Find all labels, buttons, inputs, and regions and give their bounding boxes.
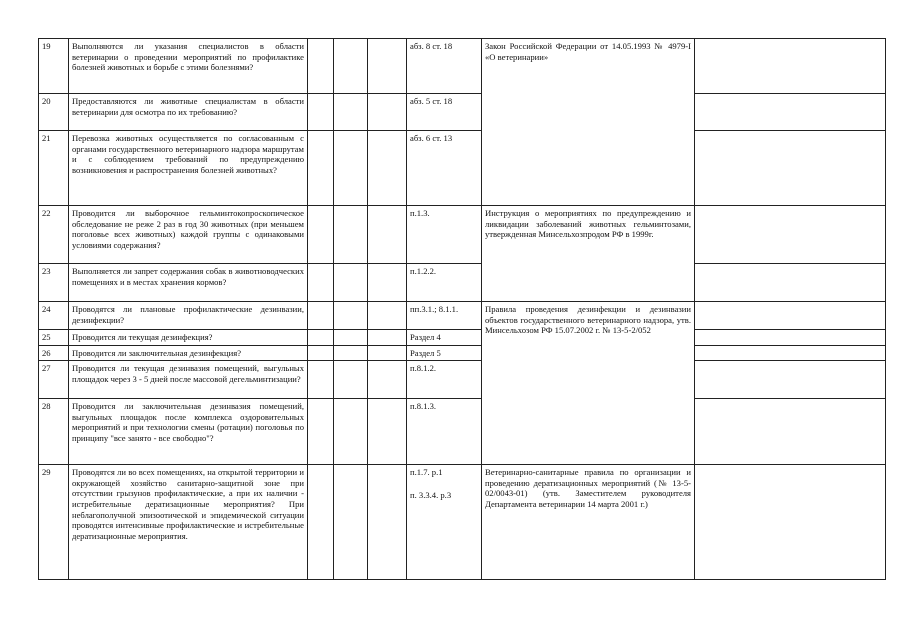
norm-reference: Раздел 5 bbox=[407, 345, 482, 361]
norm-reference: п.8.1.2. bbox=[407, 361, 482, 399]
answer-na-cell[interactable] bbox=[368, 302, 407, 330]
answer-yes-cell[interactable] bbox=[308, 399, 334, 465]
notes-cell[interactable] bbox=[695, 465, 886, 580]
answer-na-cell[interactable] bbox=[368, 345, 407, 361]
question-text: Предоставляются ли животные специалистам в области ветеринарии для осмотра по их требованию? bbox=[69, 94, 308, 131]
answer-no-cell[interactable] bbox=[334, 361, 368, 399]
answer-no-cell[interactable] bbox=[334, 131, 368, 206]
answer-no-cell[interactable] bbox=[334, 465, 368, 580]
question-text: Проводится ли текущая дезинвазия помещений, выгульных площадок через 3 - 5 дней после массовой дегельминтизации? bbox=[69, 361, 308, 399]
row-number: 29 bbox=[39, 465, 69, 580]
answer-no-cell[interactable] bbox=[334, 94, 368, 131]
table-row bbox=[39, 330, 886, 346]
notes-cell[interactable] bbox=[695, 131, 886, 206]
answer-no-cell[interactable] bbox=[334, 39, 368, 94]
row-number: 20 bbox=[39, 94, 69, 131]
answer-na-cell[interactable] bbox=[368, 39, 407, 94]
question-text: Проводится ли заключительная дезинфекция? bbox=[69, 345, 308, 361]
question-text: Выполняются ли указания специалистов в области ветеринарии о проведении мероприятий по профилактике болезней животных и борьбе с этими болезнями? bbox=[69, 39, 308, 94]
table-row bbox=[39, 399, 886, 465]
notes-cell[interactable] bbox=[695, 264, 886, 302]
question-text: Выполняется ли запрет содержания собак в животноводческих помещениях и в местах хранения кормов? bbox=[69, 264, 308, 302]
row-number: 26 bbox=[39, 345, 69, 361]
legal-act: Закон Российской Федерации от 14.05.1993 № 4979-I «О ветеринарии» bbox=[482, 39, 695, 206]
table-row bbox=[39, 264, 886, 302]
answer-yes-cell[interactable] bbox=[308, 206, 334, 264]
row-number: 28 bbox=[39, 399, 69, 465]
answer-yes-cell[interactable] bbox=[308, 302, 334, 330]
answer-no-cell[interactable] bbox=[334, 264, 368, 302]
question-text: Проводятся ли плановые профилактические дезинвазии, дезинфекции? bbox=[69, 302, 308, 330]
row-number: 24 bbox=[39, 302, 69, 330]
row-number: 19 bbox=[39, 39, 69, 94]
norm-reference: абз. 5 ст. 18 bbox=[407, 94, 482, 131]
answer-no-cell[interactable] bbox=[334, 345, 368, 361]
answer-yes-cell[interactable] bbox=[308, 465, 334, 580]
answer-yes-cell[interactable] bbox=[308, 361, 334, 399]
checklist-table bbox=[38, 38, 886, 580]
answer-yes-cell[interactable] bbox=[308, 131, 334, 206]
question-text: Перевозка животных осуществляется по согласованным с органами государственного ветеринарного надзора маршрутам и с соблюдением требований по предупреждению возникновения и распространения болезней животных? bbox=[69, 131, 308, 206]
answer-yes-cell[interactable] bbox=[308, 264, 334, 302]
table-row bbox=[39, 345, 886, 361]
row-number: 25 bbox=[39, 330, 69, 346]
norm-reference: п.8.1.3. bbox=[407, 399, 482, 465]
question-text: Проводится ли выборочное гельминтокопроскопическое обследование не реже 2 раз в год 30 животных (при меньшем поголовье всех животных) каждой группы с одинаковыми условиями содержания? bbox=[69, 206, 308, 264]
answer-no-cell[interactable] bbox=[334, 206, 368, 264]
answer-yes-cell[interactable] bbox=[308, 94, 334, 131]
notes-cell[interactable] bbox=[695, 399, 886, 465]
question-text: Проводится ли текущая дезинфекция? bbox=[69, 330, 308, 346]
notes-cell[interactable] bbox=[695, 39, 886, 94]
table-row bbox=[39, 94, 886, 131]
notes-cell[interactable] bbox=[695, 302, 886, 330]
checklist-sheet bbox=[38, 38, 886, 580]
norm-reference: п.1.2.2. bbox=[407, 264, 482, 302]
table-row bbox=[39, 206, 886, 264]
table-row bbox=[39, 131, 886, 206]
answer-yes-cell[interactable] bbox=[308, 330, 334, 346]
answer-no-cell[interactable] bbox=[334, 302, 368, 330]
notes-cell[interactable] bbox=[695, 94, 886, 131]
norm-reference-line: п.1.7. р.1 bbox=[410, 467, 443, 478]
notes-cell[interactable] bbox=[695, 361, 886, 399]
answer-na-cell[interactable] bbox=[368, 399, 407, 465]
answer-no-cell[interactable] bbox=[334, 399, 368, 465]
table-row bbox=[39, 465, 886, 580]
notes-cell[interactable] bbox=[695, 206, 886, 264]
answer-na-cell[interactable] bbox=[368, 206, 407, 264]
answer-na-cell[interactable] bbox=[368, 330, 407, 346]
row-number: 27 bbox=[39, 361, 69, 399]
notes-cell[interactable] bbox=[695, 345, 886, 361]
answer-yes-cell[interactable] bbox=[308, 345, 334, 361]
answer-na-cell[interactable] bbox=[368, 465, 407, 580]
norm-reference: абз. 6 ст. 13 bbox=[407, 131, 482, 206]
answer-na-cell[interactable] bbox=[368, 131, 407, 206]
spacer bbox=[410, 478, 478, 490]
row-number: 23 bbox=[39, 264, 69, 302]
table-row bbox=[39, 361, 886, 399]
answer-na-cell[interactable] bbox=[368, 94, 407, 131]
answer-yes-cell[interactable] bbox=[308, 39, 334, 94]
table-row bbox=[39, 302, 886, 330]
legal-act: Инструкция о мероприятиях по предупреждению и ликвидации заболеваний животных гельминтозами, утвержденная Минсельхозпродом РФ в 1999г. bbox=[482, 206, 695, 302]
answer-na-cell[interactable] bbox=[368, 264, 407, 302]
norm-reference: п.1.3. bbox=[407, 206, 482, 264]
legal-act: Правила проведения дезинфекции и дезинвазии объектов государственного ветеринарного надзора, утв. Минсельхозом РФ 15.07.2002 г. № 13-5-2/052 bbox=[482, 302, 695, 465]
norm-reference bbox=[407, 465, 482, 580]
answer-na-cell[interactable] bbox=[368, 361, 407, 399]
notes-cell[interactable] bbox=[695, 330, 886, 346]
norm-reference: Раздел 4 bbox=[407, 330, 482, 346]
table-row bbox=[39, 39, 886, 94]
question-text: Проводится ли заключительная дезинвазия помещений, выгульных площадок после комплекса оздоровительных мероприятий и при технологии смены (ротации) поголовья по принципу "все занято - все свободно"? bbox=[69, 399, 308, 465]
legal-act: Ветеринарно-санитарные правила по организации и проведению дератизационных мероприятий (№ 13-5-02/0043-01) (утв. Заместителем руководителя Департамента ветеринарии 14 марта 2001 г.) bbox=[482, 465, 695, 580]
row-number: 22 bbox=[39, 206, 69, 264]
norm-reference: пп.3.1.; 8.1.1. bbox=[407, 302, 482, 330]
answer-no-cell[interactable] bbox=[334, 330, 368, 346]
row-number: 21 bbox=[39, 131, 69, 206]
norm-reference: абз. 8 ст. 18 bbox=[407, 39, 482, 94]
question-text: Проводятся ли во всех помещениях, на открытой территории и окружающей хозяйство санитарно-защитной зоне при отсутствии грызунов профилактические, а при их наличии - истребительные дератизационные мероприятия? При неблагополучной эпизоотической и эпидемической ситуации проводятся интенсивные профилактические и истребительные дератизационные мероприятия. bbox=[69, 465, 308, 580]
norm-reference-line: п. 3.3.4. р.3 bbox=[410, 489, 452, 500]
